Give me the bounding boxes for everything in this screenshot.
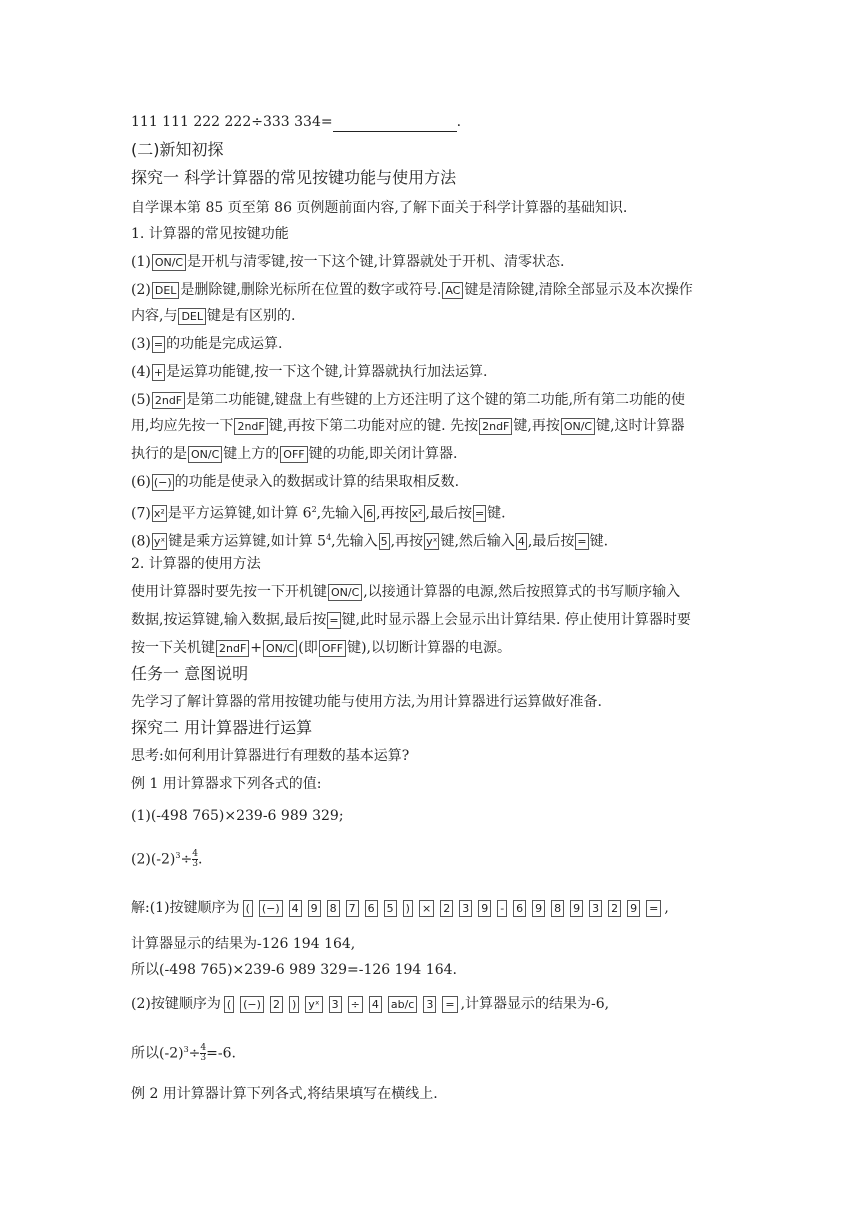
calculator-key: 9 bbox=[532, 900, 545, 917]
square-key: x² bbox=[411, 507, 423, 521]
example2-title: 例 2 用计算器计算下列各式,将结果填写在横线上. bbox=[131, 1086, 438, 1102]
equals-key: = bbox=[577, 535, 587, 549]
on-c-key: ON/C bbox=[152, 254, 186, 271]
calculator-key: - bbox=[497, 900, 507, 917]
digit-5-key: 5 bbox=[380, 535, 388, 549]
solution-1: 解:(1)按键顺序为 ( (−) 4 9 8 7 6 5 ) × 2 3 9 - 6 9 8 9 3 2 9 = , bbox=[131, 900, 669, 916]
explore2-title: 探究二 用计算器进行运算 bbox=[131, 718, 313, 737]
task1-text: 先学习了解计算器的常用按键功能与使用方法,为用计算器进行运算做好准备. bbox=[131, 694, 602, 710]
calculator-key: ( bbox=[243, 900, 253, 917]
square-key: x² bbox=[153, 507, 165, 521]
calculator-key: 3 bbox=[589, 900, 602, 917]
ac-key: AC bbox=[442, 282, 463, 299]
item-5-cont2: 执行的是 ON/C 键上方的 OFF 键的功能,即关闭计算器. bbox=[131, 446, 458, 462]
calculator-key: 9 bbox=[308, 900, 321, 917]
on-c-key: ON/C bbox=[561, 418, 595, 435]
calculator-key: (−) bbox=[240, 996, 264, 1013]
calculator-key: 6 bbox=[365, 900, 378, 917]
calculator-key: (−) bbox=[259, 900, 283, 917]
item-1: (1) ON/C 是开机与清零键,按一下这个键,计算器就处于开机、清零状态. bbox=[131, 254, 565, 270]
calculator-key: ( bbox=[224, 996, 234, 1013]
calculator-key: ) bbox=[403, 900, 413, 917]
solution-2: (2)按键顺序为 ( (−) 2 ) yˣ 3 ÷ 4 ab/c 3 = ,计算器显示的结果为-6, bbox=[131, 996, 610, 1012]
item-3: (3) = 的功能是完成运算. bbox=[131, 336, 283, 352]
second-function-key: 2ndF bbox=[234, 418, 267, 435]
calculator-key: 9 bbox=[627, 900, 640, 917]
second-function-key: 2ndF bbox=[152, 392, 185, 409]
digit-4-key: 4 bbox=[517, 535, 525, 549]
calculator-key: 7 bbox=[346, 900, 359, 917]
equals-key: = bbox=[329, 613, 339, 627]
think-question: 思考:如何利用计算器进行有理数的基本运算? bbox=[131, 748, 410, 764]
calculator-key: 9 bbox=[478, 900, 491, 917]
sub-heading-1: 1. 计算器的常见按键功能 bbox=[131, 226, 289, 242]
calculator-key: 8 bbox=[551, 900, 564, 917]
self-study-text: 自学课本第 85 页至第 86 页例题前面内容,了解下面关于科学计算器的基础知识. bbox=[131, 200, 628, 216]
del-key: DEL bbox=[178, 308, 206, 325]
item-6: (6) (−) 的功能是使录入的数据或计算的结果取相反数. bbox=[131, 474, 460, 490]
fraction: $\frac{4}{3}$ bbox=[192, 849, 198, 870]
item-2: (2) DEL 是删除键,删除光标所在位置的数字或符号. AC 键是清除键,清除全部显示及本次操作 bbox=[131, 282, 693, 298]
calculator-key: = bbox=[442, 996, 457, 1013]
calculator-key: 9 bbox=[570, 900, 583, 917]
item-8: (8) yˣ 键是乘方运算键,如计算 $5^4$,先输入 5 ,再按 yˣ 键,然后输入 4 ,最后按 = 键. bbox=[131, 533, 609, 550]
second-function-key: 2ndF bbox=[216, 640, 249, 657]
power-key: yˣ bbox=[426, 535, 438, 549]
on-c-key: ON/C bbox=[188, 446, 222, 463]
example1-title: 例 1 用计算器求下列各式的值: bbox=[131, 776, 322, 792]
sub-heading-2: 2. 计算器的使用方法 bbox=[131, 556, 261, 572]
on-c-key: ON/C bbox=[328, 584, 362, 601]
usage-line-1: 使用计算器时要先按一下开机键 ON/C ,以接通计算器的电源,然后按照算式的书写顺序输入 bbox=[131, 584, 681, 600]
item-2-cont: 内容,与 DEL 键是有区别的. bbox=[131, 308, 296, 324]
second-function-key: 2ndF bbox=[479, 418, 512, 435]
result-1-conclusion: 所以(-498 765)×239-6 989 329=-126 194 164. bbox=[131, 962, 457, 978]
power-key: yˣ bbox=[153, 535, 166, 549]
calculator-key: = bbox=[646, 900, 661, 917]
calculator-key: × bbox=[419, 900, 434, 917]
calculator-key: 3 bbox=[329, 996, 342, 1013]
item-5-cont1: 用,均应先按一下 2ndF 键,再按下第二功能对应的键. 先按 2ndF 键,再按 ON/C 键,这时计算器 bbox=[131, 418, 685, 434]
explore1-title: 探究一 科学计算器的常见按键功能与使用方法 bbox=[131, 168, 457, 187]
calculator-key: 2 bbox=[608, 900, 621, 917]
equals-key: = bbox=[474, 507, 485, 521]
calculator-key: 4 bbox=[289, 900, 302, 917]
calculator-key: ÷ bbox=[348, 996, 363, 1013]
calculator-key: ab/c bbox=[388, 996, 417, 1013]
calculator-key: 4 bbox=[369, 996, 382, 1013]
key-sequence-1 bbox=[240, 898, 665, 918]
calculator-key: 8 bbox=[327, 900, 340, 917]
digit-6-key: 6 bbox=[366, 507, 374, 521]
calculator-key: 5 bbox=[384, 900, 397, 917]
usage-line-3: 按一下关机键 2ndF + ON/C (即 OFF 键),以切断计算器的电源。 bbox=[131, 640, 511, 656]
key-sequence-2 bbox=[221, 994, 461, 1014]
item-7: (7) x² 是平方运算键,如计算 $6^2$,先输入 6 ,再按 x² ,最后按 = 键. bbox=[131, 505, 506, 522]
negative-key: (−) bbox=[153, 475, 172, 489]
example1-question-2: $(2)(-2)^3\div$ $\frac{4}{3}$ . bbox=[131, 849, 203, 870]
item-5: (5) 2ndF 是第二功能键,键盘上有些键的上方还注明了这个键的第二功能,所有第二功能的使 bbox=[131, 392, 686, 408]
calculator-key: yˣ bbox=[305, 996, 322, 1013]
calculator-key: 2 bbox=[440, 900, 453, 917]
result-2-conclusion: 所以$(-2)^3\div$ $\frac{4}{3}$ =-6. bbox=[131, 1043, 236, 1064]
equals-key: = bbox=[153, 337, 164, 351]
off-key: OFF bbox=[280, 446, 307, 463]
on-c-key: ON/C bbox=[263, 640, 297, 657]
result-1: 计算器显示的结果为-126 194 164, bbox=[131, 936, 356, 952]
intro-expression: 111 111 222 222÷333 334= bbox=[131, 114, 333, 130]
usage-line-2: 数据,按运算键,输入数据,最后按 = 键,此时显示器上会显示出计算结果. 停止使用计算器时要 bbox=[131, 612, 691, 628]
intro-line: 111 111 222 222÷333 334= . bbox=[131, 114, 462, 130]
fraction: $\frac{4}{3}$ bbox=[200, 1043, 207, 1064]
off-key: OFF bbox=[319, 640, 346, 657]
example1-question-1: (1)(-498 765)×239-6 989 329; bbox=[131, 808, 344, 824]
calculator-key: 3 bbox=[423, 996, 436, 1013]
calculator-key: 3 bbox=[459, 900, 472, 917]
item-4: (4) + 是运算功能键,按一下这个键,计算器就执行加法运算. bbox=[131, 364, 488, 380]
task1-title: 任务一 意图说明 bbox=[131, 664, 249, 683]
calculator-key: ) bbox=[289, 996, 299, 1013]
answer-blank bbox=[333, 117, 457, 132]
del-key: DEL bbox=[152, 282, 180, 299]
calculator-key: 6 bbox=[513, 900, 526, 917]
calculator-key: 2 bbox=[270, 996, 283, 1013]
plus-key: + bbox=[153, 365, 164, 379]
section-new-knowledge: (二)新知初探 bbox=[131, 140, 224, 159]
